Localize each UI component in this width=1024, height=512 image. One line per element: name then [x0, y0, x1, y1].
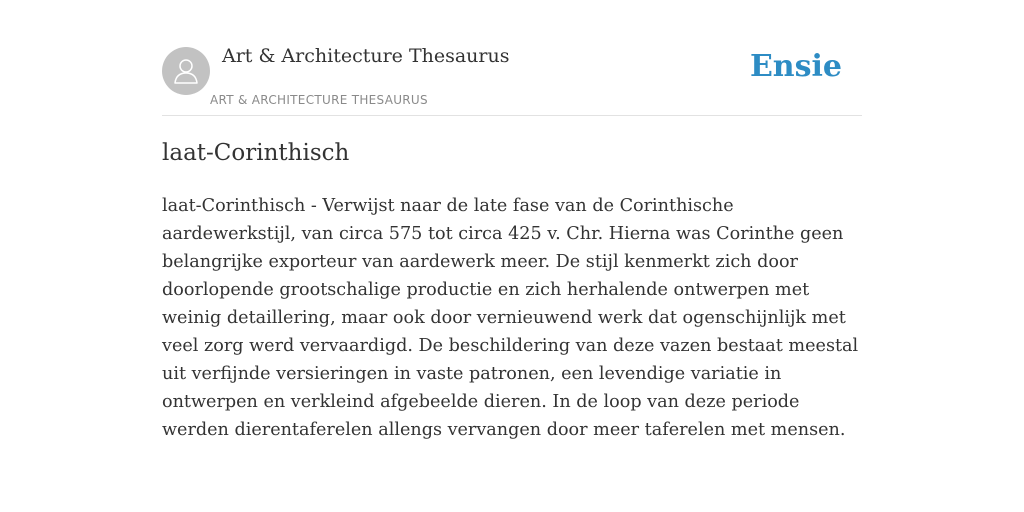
source-name-link[interactable]: Art & Architecture Thesaurus: [222, 45, 510, 67]
entry-title: laat-Corinthisch: [162, 140, 350, 166]
header: [162, 0, 862, 116]
content-container: [162, 0, 862, 440]
source-subtitle[interactable]: ART & ARCHITECTURE THESAURUS: [210, 93, 428, 107]
entry-definition: laat-Corinthisch - Verwijst naar de late fase van de Corinthische aardewerkstijl, van circa 575 tot circa 425 v. Chr. Hierna was Corinthe geen belangrijke exporteur van aardewerk meer. De stijl kenmerkt zich door doorlopende grootschalige productie en zich herhalende ontwerpen met weinig detaillering, maar ook door vernieuwend werk dat ogenschijnlijk met veel zorg werd vervaardigd. De beschildering van deze vazen bestaat meestal uit verfijnde versieringen in vaste patronen, een levendige variatie in ontwerpen en verkleind afgebeelde dieren. In de loop van deze periode werden dierentaferelen allengs vervangen door meer taferelen met mensen.: [162, 196, 859, 440]
ensie-logo[interactable]: Ensie: [749, 49, 842, 84]
source-avatar[interactable]: [162, 47, 210, 95]
user-icon: [171, 56, 201, 86]
